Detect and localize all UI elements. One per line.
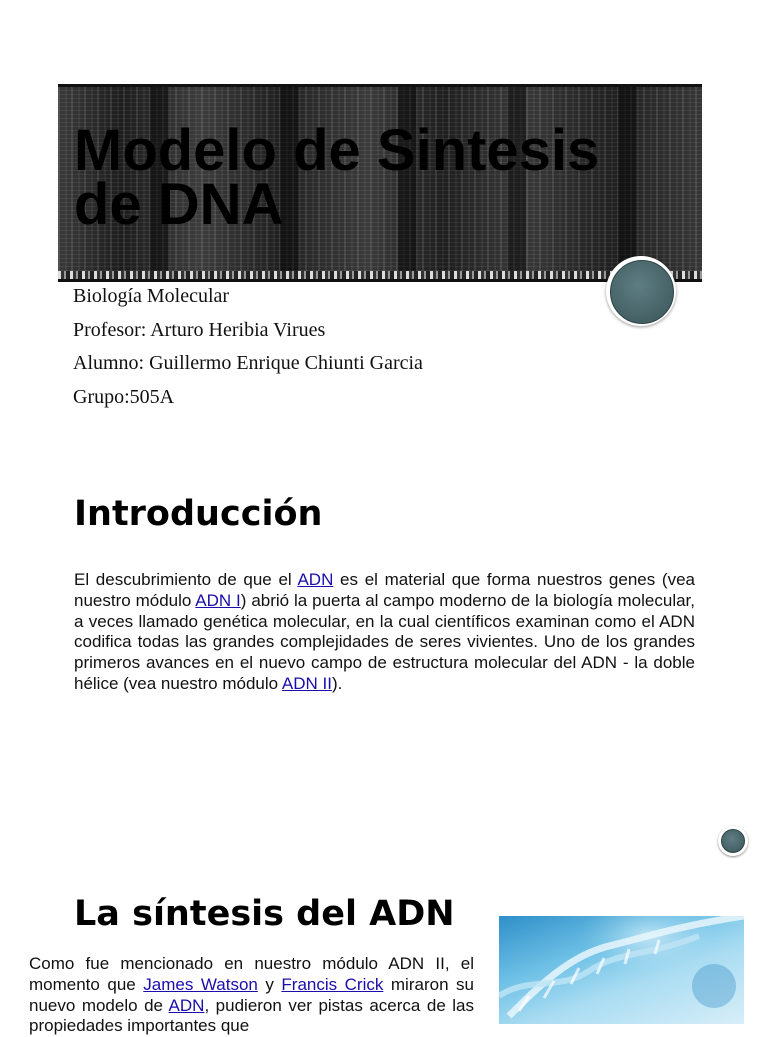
circle-dot — [610, 260, 674, 324]
page-title — [74, 118, 684, 237]
synthesis-text: , pudieron ver pistas acerca de las propiedades importantes que — [29, 995, 475, 1036]
intro-text: ). — [331, 673, 343, 693]
intro-heading: Introducción — [74, 494, 323, 534]
banner-bottom-strip — [58, 271, 702, 279]
info-subject: Biología Molecular — [73, 285, 230, 307]
intro-text: es el material que forma nuestros genes (vea nuestro módulo — [74, 570, 695, 610]
decorative-circle-icon — [606, 256, 676, 326]
link-james-watson[interactable]: James Watson — [143, 974, 258, 994]
link-adn[interactable]: ADN — [297, 570, 334, 589]
link-francis-crick[interactable]: Francis Crick — [281, 974, 384, 994]
link-adn-ii[interactable]: ADN II — [281, 673, 332, 693]
title-line-2: de DNA — [74, 172, 284, 237]
intro-text: ) abrió la puerta al campo moderno de la biología molecular, a veces llamado genética molecular, en la cual científicos examinan como el ADN codifica todas las grandes complejidades de seres vivientes. Uno de los grandes primeros avances en el nuevo campo de estructura molecular del ADN - la doble hélice (vea nuestro módulo — [74, 590, 695, 693]
link-adn-i[interactable]: ADN I — [195, 590, 241, 610]
info-professor: Profesor: Arturo Heribia Virues — [73, 318, 326, 341]
link-adn[interactable]: ADN — [168, 995, 205, 1015]
dna-helix-image — [499, 916, 744, 1024]
info-group: Grupo:505A — [73, 385, 175, 408]
title-line-1: Modelo de Sintesis — [74, 118, 600, 183]
info-student: Alumno: Guillermo Enrique Chiunti Garcia — [73, 352, 423, 374]
circle-dot — [721, 829, 745, 853]
decorative-circle-icon — [718, 826, 748, 856]
dna-helix-icon — [499, 916, 744, 1024]
synthesis-paragraph — [29, 954, 474, 1037]
intro-text: El descubrimiento de que el — [74, 570, 298, 589]
synthesis-text: y — [257, 974, 282, 994]
synthesis-text: miraron su nuevo modelo de — [29, 974, 474, 1015]
intro-paragraph — [74, 570, 695, 695]
synthesis-text: Como fue mencionado en nuestro módulo ADN II, el momento que — [29, 954, 474, 994]
presentation-info — [73, 280, 423, 414]
synthesis-heading: La síntesis del ADN — [74, 894, 455, 934]
